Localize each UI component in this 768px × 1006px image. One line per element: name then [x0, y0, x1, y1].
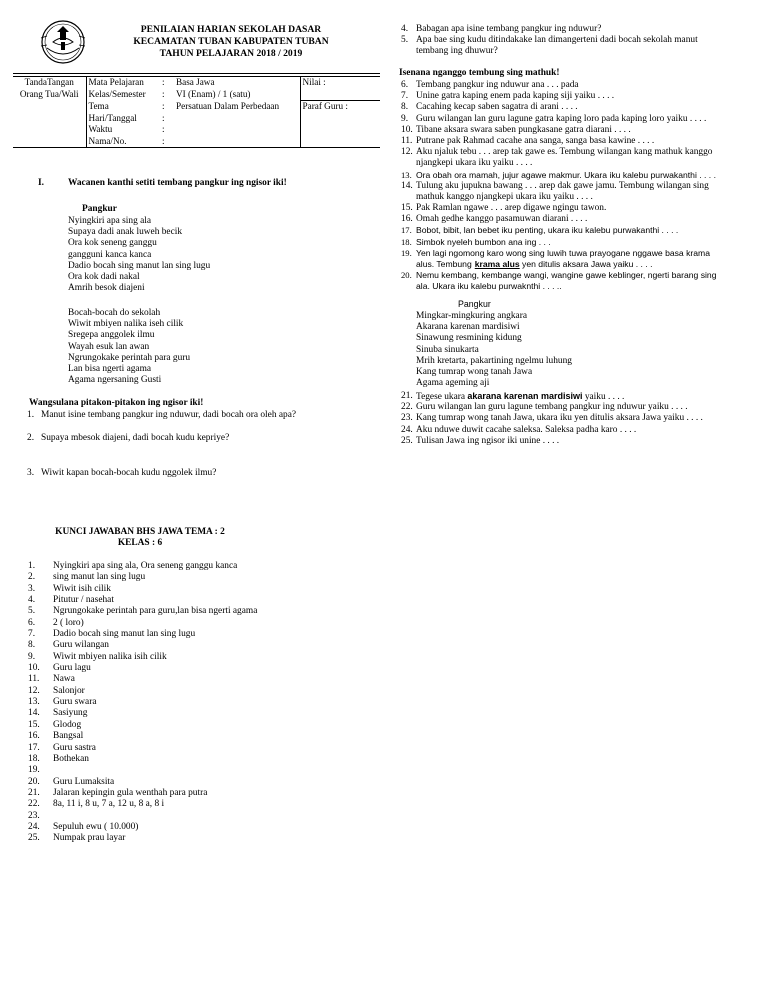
answer-text: Glodog — [53, 719, 82, 730]
answer-key-class: KELAS : 6 — [117, 538, 163, 549]
item-text: Putrane pak Rahmad cacahe ana sanga, sanga basa kawine . . . . — [416, 135, 655, 146]
fill-in-heading: Isenana nganggo tembung sing mathuk! — [399, 68, 560, 78]
item-number: 17. — [401, 225, 412, 236]
item-text: Tibane aksara swara saben pungkasane gatra diarani . . . . — [416, 124, 631, 135]
answer-text: Nawa — [53, 674, 75, 685]
item-text: alus. Tembung krama alus yen ditulis aksara Jawa yaiku . . . . — [416, 259, 653, 269]
answer-text: Bangsal — [53, 731, 84, 742]
poem-line: Amrih besok diajeni — [68, 283, 145, 294]
item-number: 20. — [401, 270, 412, 281]
header-rule-thick — [13, 73, 380, 74]
item-text: Cacahing kecap saben sagatra di arani . . . . — [416, 102, 578, 113]
item-number: 6. — [401, 80, 409, 90]
item-number: 12. — [401, 147, 413, 158]
paraf-box[interactable]: Paraf Guru : — [300, 101, 380, 113]
item-text: Tembang pangkur ing nduwur ana . . . pada — [416, 80, 579, 90]
item-number: 13. — [401, 169, 412, 180]
item-text: Ora obah ora mamah, jujur agawe makmur. Ukara iku kalebu purwakanthi . . . . — [416, 169, 716, 180]
info-value: Basa Jawa — [176, 77, 215, 87]
item-text: ala. Ukara iku kalebu purwaknthi . . . .. — [416, 281, 562, 292]
answer-number: 1. — [28, 561, 36, 571]
answer-number: 11. — [28, 674, 40, 685]
item-text: mathuk kanggo njangkepi ukara iku yaiku . . . . — [416, 191, 593, 202]
answer-number: 3. — [28, 583, 36, 594]
answer-text: Bothekan — [53, 753, 89, 764]
item-number: 7. — [401, 91, 409, 102]
info-label: Kelas/Semester — [86, 89, 160, 101]
info-colon: : — [162, 77, 165, 87]
info-value-field[interactable] — [174, 136, 300, 148]
answer-text: Wiwit isih cilik — [53, 583, 111, 594]
answer-number: 8. — [28, 640, 36, 651]
answer-number: 12. — [28, 685, 40, 696]
sign-label-1: TandaTangan — [24, 77, 74, 87]
header-line-2: KECAMATAN TUBAN KABUPATEN TUBAN — [133, 36, 329, 48]
answer-key-title: KUNCI JAWABAN BHS JAWA TEMA : 2 — [55, 527, 225, 537]
poem-line: Agama ageming aji — [416, 378, 490, 389]
info-colon: : — [162, 100, 165, 111]
answer-number: 25. — [28, 833, 40, 844]
answer-text: Numpak prau layar — [53, 833, 126, 844]
item-text: Aku njaluk tebu . . . arep tak gawe es. Tembung wilangan kang mathuk kanggo — [416, 147, 713, 158]
answer-number: 15. — [28, 719, 40, 730]
poem-line: Ngrungokake perintah para guru — [68, 352, 191, 363]
answer-number: 13. — [28, 697, 40, 708]
item-text: Omah gedhe kanggo pasamuwan diarani . . . . — [416, 214, 588, 225]
answer-text: Sepuluh ewu ( 10.000) — [53, 821, 139, 832]
info-value-field[interactable] — [174, 124, 300, 136]
sign-label-2: Orang Tua/Wali — [19, 88, 79, 99]
answer-number: 14. — [28, 708, 40, 719]
info-value-field[interactable] — [174, 113, 300, 125]
underlined-term: krama alus — [474, 259, 520, 269]
poem-line: Mrih kretarta, pakartining ngelmu luhung — [416, 355, 572, 366]
answer-number: 9. — [28, 651, 36, 662]
questions-heading: Wangsulana pitakon-pitakon ing ngisor iki! — [29, 398, 204, 408]
info-label: Waktu — [86, 124, 160, 136]
info-colon: : — [160, 136, 174, 148]
poem-2-stanza — [416, 311, 572, 389]
poem-line: Supaya dadi anak luweh becik — [68, 227, 183, 238]
answer-number: 23. — [28, 810, 40, 821]
answer-text: 8a, 11 i, 8 u, 7 a, 12 u, 8 a, 8 i — [53, 799, 165, 810]
answer-number: 20. — [28, 776, 40, 787]
item-text: Nemu kembang, kembange wangi, wangine gawe keblinger, ngerti barang sing — [416, 270, 717, 281]
info-label: Hari/Tanggal — [86, 113, 160, 125]
answer-text: Guru Lumaksita — [53, 776, 115, 787]
info-colon: : — [162, 88, 165, 99]
poem-line: gangguni kanca kanca — [68, 249, 152, 260]
info-value: VI (Enam) / 1 (satu) — [176, 88, 251, 99]
poem-line: Wayah esuk lan awan — [68, 341, 150, 352]
poem-line: Sregepa anggolek ilmu — [68, 330, 155, 341]
poem-line: Ora kok dadi nakal — [68, 272, 140, 283]
answer-text: Sasiyung — [53, 708, 88, 719]
item-number: 10. — [401, 124, 413, 135]
poem-line: Akarana karenan mardisiwi — [416, 322, 520, 333]
answer-key-heading — [40, 527, 240, 549]
section-numeral: I. — [38, 178, 44, 188]
item-number: 19. — [401, 247, 412, 258]
item-text: Pak Ramlan ngawe . . . arep digawe ngingu tawon. — [416, 203, 607, 214]
answer-number: 21. — [28, 787, 40, 798]
poem-2-title: Pangkur — [458, 299, 491, 309]
info-label: Tema — [86, 101, 160, 113]
nilai-box[interactable]: Nilai : — [300, 77, 380, 89]
answer-text: Dadio bocah sing manut lan sing lugu — [53, 629, 196, 640]
answer-text: Guru lagu — [53, 663, 91, 674]
info-label: Nama/No. — [86, 136, 160, 148]
answer-text: 2 ( loro) — [53, 617, 84, 628]
poem-line: Sinawung resmining kidung — [416, 333, 522, 344]
answer-text: Jalaran kepingin gula wenthah para putra — [53, 787, 208, 798]
document-header — [100, 24, 362, 61]
answer-text: Pitutur / nasehat — [53, 595, 114, 606]
answer-text: sing manut lan sing lugu — [53, 572, 146, 583]
answer-number: 24. — [28, 821, 40, 832]
header-line-1: PENILAIAN HARIAN SEKOLAH DASAR — [140, 24, 322, 35]
answer-number: 5. — [28, 606, 36, 617]
poem-line: Lan bisa ngerti agama — [68, 364, 152, 375]
item-text: njangkepi ukara iku yaiku . . . . — [416, 158, 533, 169]
answer-text: Guru swara — [53, 697, 97, 708]
student-info-table — [13, 77, 380, 148]
answer-number: 19. — [28, 765, 40, 776]
tut-wuri-handayani-logo — [37, 18, 89, 66]
poem-stanza-2 — [68, 308, 190, 386]
item-number: 9. — [401, 113, 409, 124]
poem-line: Agama ngersaning Gusti — [68, 375, 162, 386]
poem-line: Sinuba sinukarta — [416, 344, 479, 355]
info-value: Persatuan Dalam Perbedaan — [176, 100, 280, 111]
info-label: Mata Pelajaran — [86, 77, 160, 89]
answer-number: 18. — [28, 753, 40, 764]
item-text: Yen lagi ngomong karo wong sing luwih tuwa prayogane nggawe basa krama — [416, 247, 710, 258]
item-text: Unine gatra kaping enem pada kaping siji yaiku . . . . — [416, 91, 615, 102]
answer-text: Guru wilangan — [53, 640, 109, 651]
item-text: Simbok nyeleh bumbon ana ing . . . — [416, 236, 551, 247]
poem-line: Nyingkiri apa sing ala — [68, 216, 152, 226]
answer-number: 4. — [28, 595, 36, 606]
section-1-heading — [38, 178, 287, 189]
answer-number: 16. — [28, 731, 40, 742]
item-number: 15. — [401, 203, 413, 214]
poem-line: Ora kok seneng ganggu — [68, 238, 157, 249]
poem-line: Wiwit mbiyen nalika iseh cilik — [68, 319, 184, 330]
poem-line: Bocah-bocah do sekolah — [68, 308, 161, 318]
answer-number: 17. — [28, 742, 40, 753]
answer-number: 7. — [28, 629, 36, 640]
answer-text: Nyingkiri apa sing ala, Ora seneng ganggu kanca — [53, 561, 238, 571]
item-number: 8. — [401, 102, 409, 113]
answer-number: 6. — [28, 617, 36, 628]
header-line-3: TAHUN PELAJARAN 2018 / 2019 — [159, 48, 303, 60]
answer-text: Wiwit mbiyen nalika isih cilik — [53, 651, 167, 662]
item-text: Tulung aku jupukna bawang . . . arep dak gawe jamu. Tembung wilangan sing — [416, 180, 709, 191]
poem-title: Pangkur — [82, 204, 117, 214]
item-number: 16. — [401, 214, 413, 225]
item-number: 11. — [401, 135, 413, 146]
answer-text: Ngrungokake perintah para guru,lan bisa ngerti agama — [53, 606, 258, 617]
answer-number: 2. — [28, 572, 36, 583]
poem-stanza-1 — [68, 216, 210, 294]
item-text: Bobot, bibit, lan bebet iku penting, ukara iku kalebu purwakanthi . . . . — [416, 225, 679, 236]
info-colon: : — [162, 124, 165, 134]
section-title: Wacanen kanthi setiti tembang pangkur ing ngisor iki! — [68, 178, 287, 188]
answer-number: 10. — [28, 663, 40, 674]
poem-line: Kang tumrap wong tanah Jawa — [416, 367, 533, 378]
signature-space[interactable] — [13, 101, 86, 113]
item-number: 14. — [401, 180, 413, 191]
answer-text: Guru sastra — [53, 742, 96, 753]
poem-line: Mingkar-mingkuring angkara — [416, 311, 527, 321]
answer-text: Salonjor — [53, 685, 85, 696]
info-colon: : — [162, 112, 165, 123]
poem-line: Dadio bocah sing manut lan sing lugu — [68, 260, 211, 271]
item-text: Guru wilangan lan guru lagune gatra kaping loro pada kaping loro yaiku . . . . — [416, 113, 707, 124]
item-number: 18. — [401, 236, 412, 247]
answer-number: 22. — [28, 799, 40, 810]
